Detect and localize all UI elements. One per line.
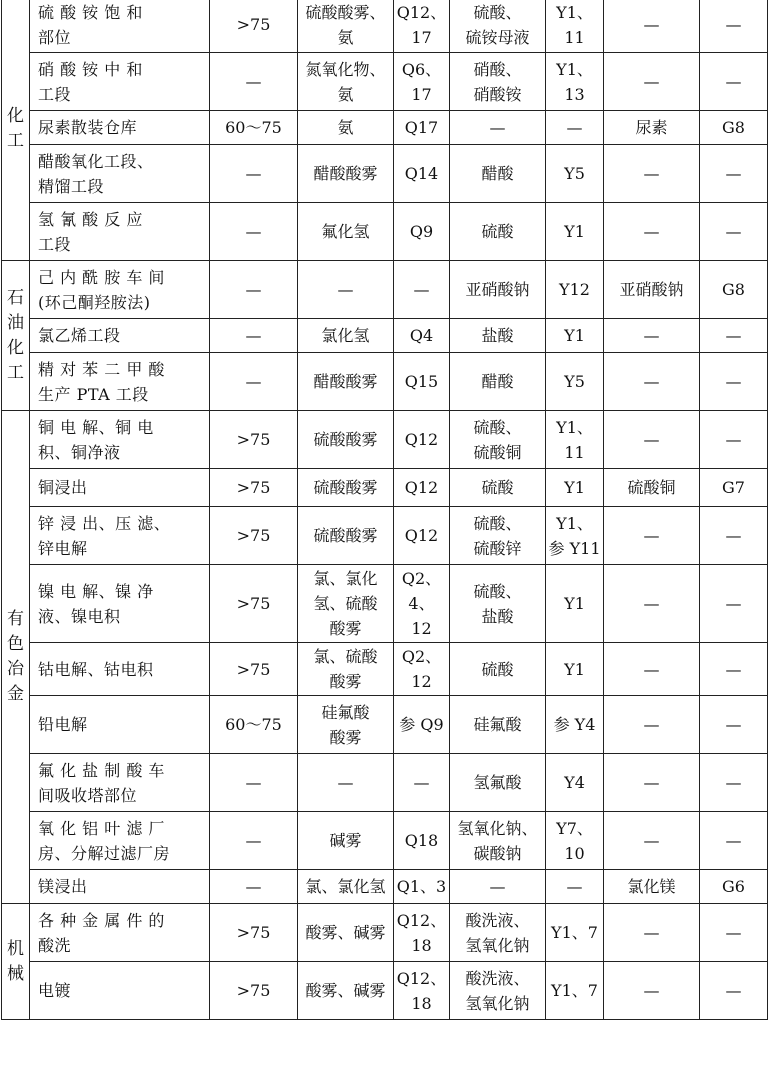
location-cell: 硝 酸 铵 中 和 工段 xyxy=(30,53,210,111)
gas-code-cell: 参 Q9 xyxy=(394,696,450,754)
solid-medium-cell: — xyxy=(604,754,700,812)
location-cell: 氢 氰 酸 反 应 工段 xyxy=(30,203,210,261)
table-row xyxy=(2,870,768,904)
gas-medium-cell: 氯、硫酸 酸雾 xyxy=(298,643,394,696)
solid-code-cell: — xyxy=(700,507,768,565)
table-row xyxy=(2,469,768,507)
location-cell: 锌 浸 出、压 滤、 锌电解 xyxy=(30,507,210,565)
gas-code-cell: Q18 xyxy=(394,812,450,870)
temperature-cell: >75 xyxy=(210,411,298,469)
liquid-code-cell: Y5 xyxy=(546,145,604,203)
table-body xyxy=(2,0,768,1020)
gas-medium-cell: 醋酸酸雾 xyxy=(298,353,394,411)
table-row xyxy=(2,353,768,411)
table-row xyxy=(2,0,768,53)
liquid-code-cell: Y5 xyxy=(546,353,604,411)
location-cell: 铅电解 xyxy=(30,696,210,754)
gas-code-cell: Q17 xyxy=(394,111,450,145)
location-cell: 己 内 酰 胺 车 间 (环己酮羟胺法) xyxy=(30,261,210,319)
liquid-medium-cell: 硅氟酸 xyxy=(450,696,546,754)
temperature-cell: — xyxy=(210,53,298,111)
solid-medium-cell: — xyxy=(604,0,700,53)
table-row xyxy=(2,507,768,565)
solid-code-cell: G6 xyxy=(700,870,768,904)
gas-code-cell: — xyxy=(394,754,450,812)
solid-medium-cell: — xyxy=(604,411,700,469)
solid-medium-cell: — xyxy=(604,812,700,870)
liquid-code-cell: Y4 xyxy=(546,754,604,812)
temperature-cell: — xyxy=(210,754,298,812)
solid-code-cell: — xyxy=(700,696,768,754)
temperature-cell: — xyxy=(210,870,298,904)
liquid-medium-cell: 氢氧化钠、 碳酸钠 xyxy=(450,812,546,870)
liquid-code-cell: Y1、11 xyxy=(546,411,604,469)
solid-medium-cell: — xyxy=(604,962,700,1020)
solid-code-cell: G7 xyxy=(700,469,768,507)
gas-code-cell: Q6、17 xyxy=(394,53,450,111)
temperature-cell: >75 xyxy=(210,469,298,507)
liquid-code-cell: Y1、11 xyxy=(546,0,604,53)
solid-code-cell: — xyxy=(700,754,768,812)
solid-medium-cell: — xyxy=(604,904,700,962)
temperature-cell: — xyxy=(210,319,298,353)
table-row xyxy=(2,565,768,643)
liquid-code-cell: Y1 xyxy=(546,565,604,643)
liquid-medium-cell: 酸洗液、 氢氧化钠 xyxy=(450,962,546,1020)
liquid-medium-cell: 酸洗液、 氢氧化钠 xyxy=(450,904,546,962)
table-row xyxy=(2,696,768,754)
industry-cell: 化工 xyxy=(2,0,30,261)
gas-medium-cell: 硫酸酸雾、 氨 xyxy=(298,0,394,53)
table-row xyxy=(2,962,768,1020)
gas-medium-cell: — xyxy=(298,754,394,812)
liquid-code-cell: Y1、7 xyxy=(546,904,604,962)
solid-medium-cell: — xyxy=(604,696,700,754)
solid-code-cell: G8 xyxy=(700,261,768,319)
gas-code-cell: Q14 xyxy=(394,145,450,203)
solid-code-cell: — xyxy=(700,411,768,469)
solid-medium-cell: 尿素 xyxy=(604,111,700,145)
table-row xyxy=(2,203,768,261)
temperature-cell: >75 xyxy=(210,507,298,565)
liquid-medium-cell: 硫酸、 硫酸锌 xyxy=(450,507,546,565)
liquid-code-cell: 参 Y4 xyxy=(546,696,604,754)
location-cell: 电镀 xyxy=(30,962,210,1020)
liquid-code-cell: Y1 xyxy=(546,203,604,261)
location-cell: 硫 酸 铵 饱 和 部位 xyxy=(30,0,210,53)
table-row xyxy=(2,754,768,812)
table-row xyxy=(2,53,768,111)
solid-medium-cell: 硫酸铜 xyxy=(604,469,700,507)
liquid-code-cell: Y1 xyxy=(546,319,604,353)
gas-code-cell: Q9 xyxy=(394,203,450,261)
solid-code-cell: — xyxy=(700,319,768,353)
gas-code-cell: Q15 xyxy=(394,353,450,411)
liquid-medium-cell: — xyxy=(450,111,546,145)
gas-medium-cell: 碱雾 xyxy=(298,812,394,870)
gas-code-cell: Q12 xyxy=(394,469,450,507)
gas-medium-cell: 氟化氢 xyxy=(298,203,394,261)
temperature-cell: >75 xyxy=(210,0,298,53)
liquid-code-cell: Y1、 参 Y11 xyxy=(546,507,604,565)
liquid-medium-cell: 氢氟酸 xyxy=(450,754,546,812)
solid-medium-cell: — xyxy=(604,203,700,261)
gas-code-cell: Q2、12 xyxy=(394,643,450,696)
liquid-code-cell: — xyxy=(546,870,604,904)
solid-code-cell: — xyxy=(700,962,768,1020)
liquid-medium-cell: 醋酸 xyxy=(450,145,546,203)
table-row xyxy=(2,261,768,319)
liquid-medium-cell: 亚硝酸钠 xyxy=(450,261,546,319)
temperature-cell: >75 xyxy=(210,643,298,696)
liquid-code-cell: Y1 xyxy=(546,469,604,507)
liquid-medium-cell: 硫酸、 硫酸铜 xyxy=(450,411,546,469)
location-cell: 氟 化 盐 制 酸 车 间吸收塔部位 xyxy=(30,754,210,812)
table-row xyxy=(2,643,768,696)
solid-medium-cell: — xyxy=(604,319,700,353)
gas-medium-cell: 氮氧化物、 氨 xyxy=(298,53,394,111)
location-cell: 氧 化 铝 叶 滤 厂 房、分解过滤厂房 xyxy=(30,812,210,870)
temperature-cell: — xyxy=(210,145,298,203)
liquid-medium-cell: 盐酸 xyxy=(450,319,546,353)
gas-medium-cell: 酸雾、碱雾 xyxy=(298,962,394,1020)
solid-medium-cell: 氯化镁 xyxy=(604,870,700,904)
temperature-cell: 60～75 xyxy=(210,696,298,754)
temperature-cell: — xyxy=(210,812,298,870)
solid-medium-cell: — xyxy=(604,53,700,111)
gas-medium-cell: 氯化氢 xyxy=(298,319,394,353)
corrosion-table xyxy=(1,0,768,1020)
location-cell: 镁浸出 xyxy=(30,870,210,904)
temperature-cell: >75 xyxy=(210,962,298,1020)
temperature-cell: >75 xyxy=(210,565,298,643)
gas-code-cell: Q2、4、 12 xyxy=(394,565,450,643)
solid-code-cell: — xyxy=(700,643,768,696)
solid-medium-cell: — xyxy=(604,507,700,565)
solid-code-cell: — xyxy=(700,904,768,962)
solid-code-cell: — xyxy=(700,145,768,203)
temperature-cell: 60～75 xyxy=(210,111,298,145)
location-cell: 尿素散装仓库 xyxy=(30,111,210,145)
liquid-code-cell: Y1、7 xyxy=(546,962,604,1020)
solid-medium-cell: — xyxy=(604,353,700,411)
gas-medium-cell: 氯、氯化 氢、硫酸 酸雾 xyxy=(298,565,394,643)
gas-medium-cell: 硫酸酸雾 xyxy=(298,507,394,565)
industry-cell: 机械 xyxy=(2,904,30,1020)
solid-code-cell: G8 xyxy=(700,111,768,145)
location-cell: 铜浸出 xyxy=(30,469,210,507)
gas-medium-cell: 氯、氯化氢 xyxy=(298,870,394,904)
table-row xyxy=(2,111,768,145)
liquid-medium-cell: 硫酸、 盐酸 xyxy=(450,565,546,643)
table-row xyxy=(2,145,768,203)
location-cell: 醋酸氧化工段、 精馏工段 xyxy=(30,145,210,203)
solid-code-cell: — xyxy=(700,203,768,261)
temperature-cell: — xyxy=(210,261,298,319)
gas-code-cell: Q4 xyxy=(394,319,450,353)
solid-medium-cell: 亚硝酸钠 xyxy=(604,261,700,319)
solid-code-cell: — xyxy=(700,353,768,411)
liquid-medium-cell: — xyxy=(450,870,546,904)
gas-medium-cell: 氨 xyxy=(298,111,394,145)
gas-code-cell: — xyxy=(394,261,450,319)
solid-medium-cell: — xyxy=(604,643,700,696)
solid-medium-cell: — xyxy=(604,565,700,643)
solid-code-cell: — xyxy=(700,812,768,870)
liquid-code-cell: — xyxy=(546,111,604,145)
gas-medium-cell: 酸雾、碱雾 xyxy=(298,904,394,962)
liquid-code-cell: Y1、13 xyxy=(546,53,604,111)
gas-code-cell: Q12、 18 xyxy=(394,904,450,962)
liquid-code-cell: Y12 xyxy=(546,261,604,319)
location-cell: 镍 电 解、镍 净 液、镍电积 xyxy=(30,565,210,643)
liquid-medium-cell: 硫酸 xyxy=(450,203,546,261)
liquid-code-cell: Y7、10 xyxy=(546,812,604,870)
temperature-cell: — xyxy=(210,203,298,261)
gas-code-cell: Q12 xyxy=(394,411,450,469)
liquid-medium-cell: 硫酸 xyxy=(450,643,546,696)
gas-code-cell: Q12、 17 xyxy=(394,0,450,53)
gas-code-cell: Q12 xyxy=(394,507,450,565)
gas-medium-cell: — xyxy=(298,261,394,319)
table-row xyxy=(2,411,768,469)
liquid-code-cell: Y1 xyxy=(546,643,604,696)
table-row xyxy=(2,319,768,353)
temperature-cell: >75 xyxy=(210,904,298,962)
solid-medium-cell: — xyxy=(604,145,700,203)
solid-code-cell: — xyxy=(700,565,768,643)
location-cell: 铜 电 解、铜 电 积、铜净液 xyxy=(30,411,210,469)
gas-medium-cell: 硅氟酸 酸雾 xyxy=(298,696,394,754)
location-cell: 各 种 金 属 件 的 酸洗 xyxy=(30,904,210,962)
liquid-medium-cell: 硫酸 xyxy=(450,469,546,507)
liquid-medium-cell: 醋酸 xyxy=(450,353,546,411)
liquid-medium-cell: 硫酸、 硫铵母液 xyxy=(450,0,546,53)
solid-code-cell: — xyxy=(700,0,768,53)
liquid-medium-cell: 硝酸、 硝酸铵 xyxy=(450,53,546,111)
industry-cell: 有色冶金 xyxy=(2,411,30,904)
gas-code-cell: Q12、 18 xyxy=(394,962,450,1020)
solid-code-cell: — xyxy=(700,53,768,111)
table-row xyxy=(2,904,768,962)
location-cell: 精 对 苯 二 甲 酸 生产 PTA 工段 xyxy=(30,353,210,411)
gas-medium-cell: 硫酸酸雾 xyxy=(298,469,394,507)
table-row xyxy=(2,812,768,870)
gas-code-cell: Q1、3 xyxy=(394,870,450,904)
industry-cell: 石油化工 xyxy=(2,261,30,411)
temperature-cell: — xyxy=(210,353,298,411)
gas-medium-cell: 硫酸酸雾 xyxy=(298,411,394,469)
location-cell: 钴电解、钴电积 xyxy=(30,643,210,696)
gas-medium-cell: 醋酸酸雾 xyxy=(298,145,394,203)
location-cell: 氯乙烯工段 xyxy=(30,319,210,353)
